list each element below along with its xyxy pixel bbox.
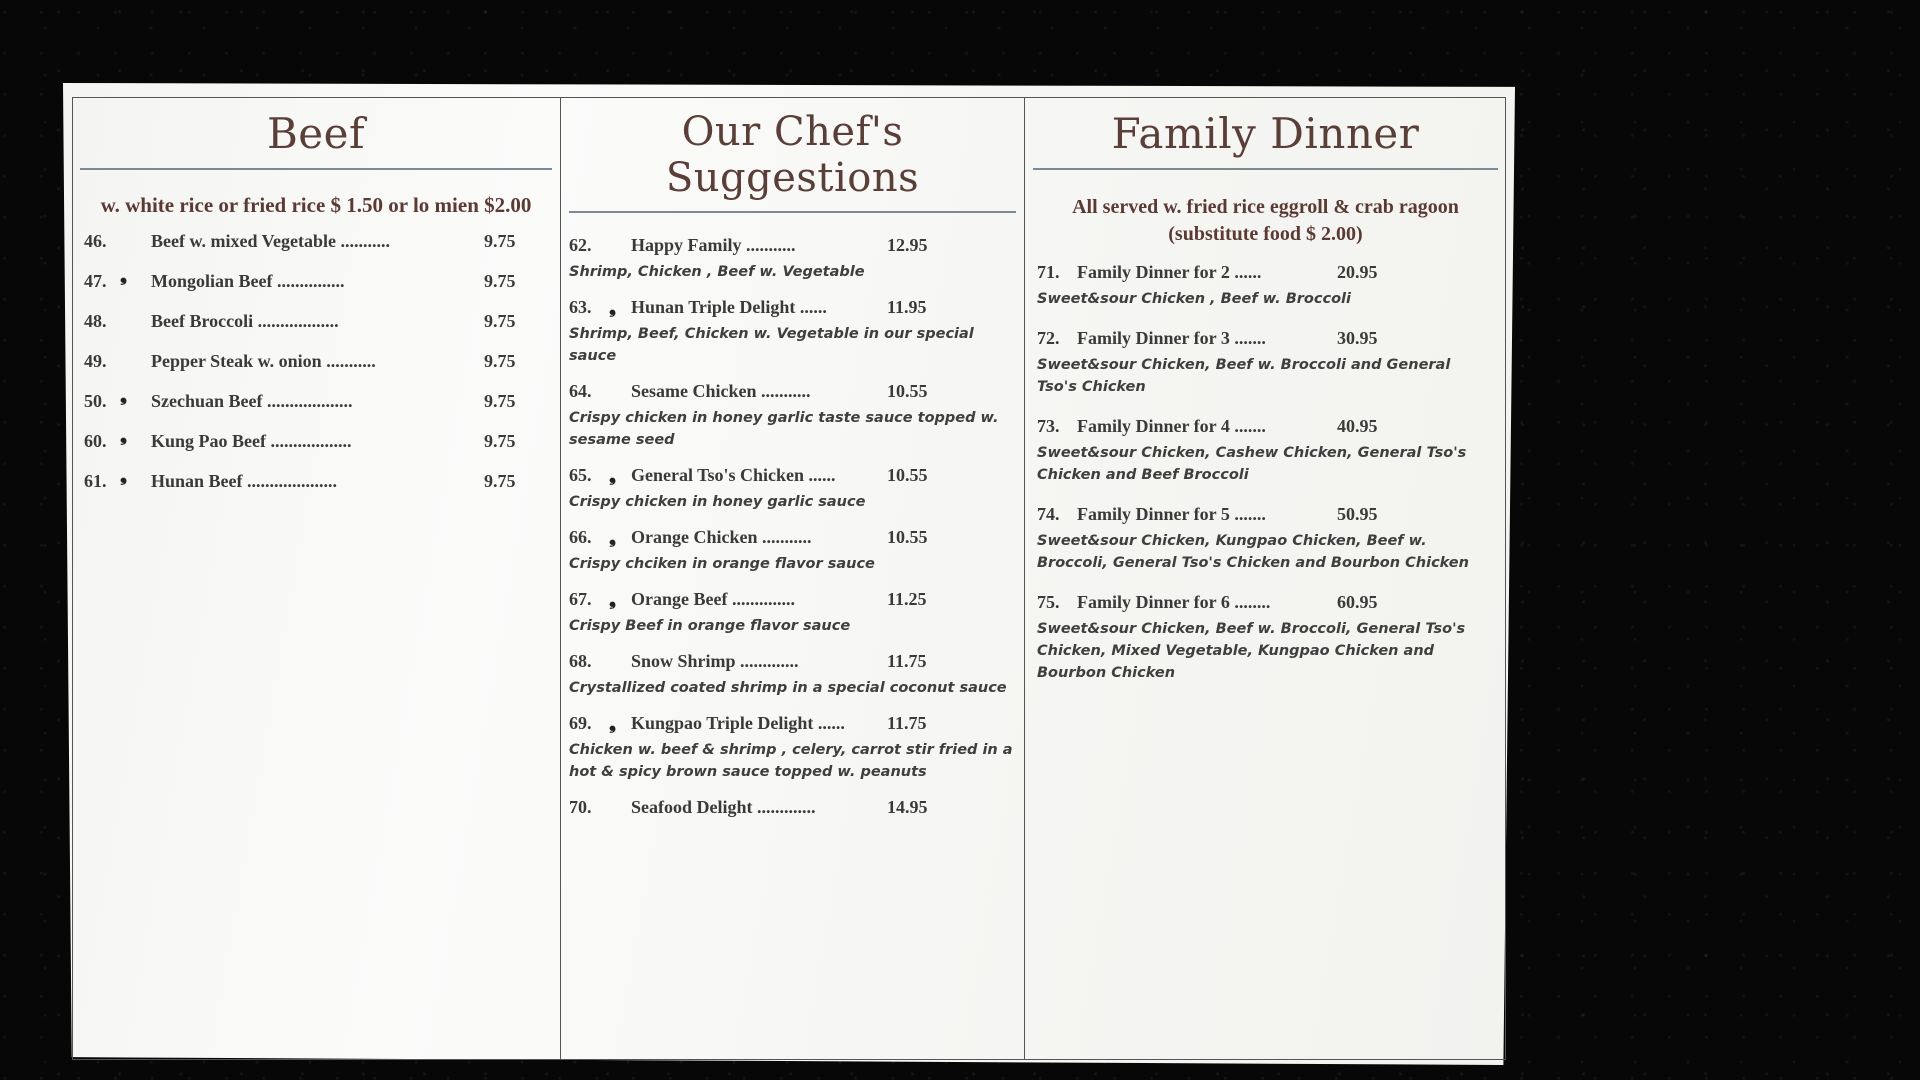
item-row [1037, 328, 1496, 354]
item-name: Pepper Steak w. onion ........... [151, 351, 376, 371]
chef-title: Our Chef's Suggestions [569, 109, 1016, 213]
menu-item [84, 425, 560, 465]
item-price: 9.75 [484, 311, 516, 331]
item-price: 30.95 [1337, 328, 1378, 348]
item-price: 9.75 [484, 231, 516, 251]
item-price: 10.55 [887, 527, 928, 547]
menu-item [569, 527, 1024, 575]
menu-item [569, 797, 1024, 823]
item-description: Shrimp, Chicken , Beef w. Vegetable [569, 264, 865, 280]
item-description: Crispy chicken in honey garlic sauce [569, 494, 866, 510]
item-name: Seafood Delight ............. [631, 797, 816, 817]
beef-panel [72, 97, 560, 1060]
item-name: Family Dinner for 5 ....... [1077, 504, 1266, 524]
item-name: Hunan Triple Delight ...... [631, 297, 827, 317]
item-number: 63. [569, 297, 592, 317]
item-number: 49. [84, 351, 107, 371]
item-row [569, 297, 1024, 323]
menu-item [569, 589, 1024, 637]
item-number: 74. [1037, 504, 1060, 524]
item-number: 60. [84, 431, 107, 451]
item-name: Szechuan Beef ................... [151, 391, 353, 411]
spicy-pepper-icon: ❟ [609, 465, 617, 485]
menu-item [84, 225, 560, 265]
item-name: Orange Chicken ........... [631, 527, 812, 547]
item-price: 10.55 [887, 465, 928, 485]
spicy-pepper-icon: ❟ [120, 385, 128, 405]
item-name: Kungpao Triple Delight ...... [631, 713, 845, 733]
menu-item [84, 265, 560, 305]
item-name: General Tso's Chicken ...... [631, 465, 836, 485]
menu-item [84, 385, 560, 425]
item-row [1037, 416, 1496, 442]
menu-item [569, 381, 1024, 451]
menu-item [1037, 592, 1496, 684]
menu-item [1037, 262, 1496, 310]
item-row [569, 381, 1024, 407]
item-name: Snow Shrimp ............. [631, 651, 799, 671]
menu-item [1037, 328, 1496, 398]
item-name: Orange Beef .............. [631, 589, 795, 609]
item-price: 11.75 [887, 713, 927, 733]
item-name: Kung Pao Beef .................. [151, 431, 352, 451]
item-number: 66. [569, 527, 592, 547]
spicy-pepper-icon: ❟ [120, 265, 128, 285]
family-list [1025, 262, 1506, 684]
spicy-pepper-icon: ❟ [120, 465, 128, 485]
item-number: 64. [569, 381, 592, 401]
item-number: 50. [84, 391, 107, 411]
item-number: 75. [1037, 592, 1060, 612]
spicy-pepper-icon: ❟ [609, 527, 617, 547]
item-price: 14.95 [887, 797, 928, 817]
item-number: 62. [569, 235, 592, 255]
item-description: Sweet&sour Chicken, Cashew Chicken, General Tso's Chicken and Beef Broccoli [1037, 445, 1467, 483]
beef-list [72, 225, 560, 505]
menu-item [84, 305, 560, 345]
item-row [569, 235, 1024, 261]
menu-item [569, 465, 1024, 513]
menu-item [569, 713, 1024, 783]
menu-item [84, 345, 560, 385]
item-name: Hunan Beef .................... [151, 471, 338, 491]
chef-panel [560, 97, 1024, 1060]
item-name: Family Dinner for 6 ........ [1077, 592, 1271, 612]
item-name: Family Dinner for 4 ....... [1077, 416, 1266, 436]
chef-list [561, 235, 1024, 823]
item-row [1037, 262, 1496, 288]
item-row [569, 713, 1024, 739]
menu-item [1037, 504, 1496, 574]
item-name: Family Dinner for 3 ....... [1077, 328, 1266, 348]
item-description: Crispy chicken in honey garlic taste sauce topped w. sesame seed [569, 410, 999, 448]
menu-item [569, 297, 1024, 367]
item-row [569, 589, 1024, 615]
item-description: Sweet&sour Chicken , Beef w. Broccoli [1037, 291, 1351, 307]
item-description: Crispy chciken in orange flavor sauce [569, 556, 875, 572]
spicy-pepper-icon: ❟ [120, 425, 128, 445]
item-number: 67. [569, 589, 592, 609]
item-number: 72. [1037, 328, 1060, 348]
item-name: Sesame Chicken ........... [631, 381, 811, 401]
item-description: Sweet&sour Chicken, Beef w. Broccoli and General Tso's Chicken [1037, 357, 1451, 395]
item-price: 9.75 [484, 471, 516, 491]
item-number: 65. [569, 465, 592, 485]
beef-subtitle: w. white rice or fried rice $ 1.50 or lo mien $2.00 [100, 193, 532, 217]
family-panel [1024, 97, 1506, 1060]
item-name: Happy Family ........... [631, 235, 796, 255]
item-description: Chicken w. beef & shrimp , celery, carrot stir fried in a hot & spicy brown sauce topped w. peanuts [569, 742, 1013, 780]
menu-item [84, 465, 560, 505]
item-price: 10.55 [887, 381, 928, 401]
item-name: Beef Broccoli .................. [151, 311, 339, 331]
item-price: 12.95 [887, 235, 928, 255]
item-description: Sweet&sour Chicken, Kungpao Chicken, Beef w. Broccoli, General Tso's Chicken and Bourbon Chicken [1037, 533, 1469, 571]
item-number: 61. [84, 471, 107, 491]
item-price: 50.95 [1337, 504, 1378, 524]
item-price: 60.95 [1337, 592, 1378, 612]
beef-title: Beef [80, 109, 552, 170]
item-row [1037, 504, 1496, 530]
menu-item [1037, 416, 1496, 486]
item-number: 69. [569, 713, 592, 733]
item-price: 40.95 [1337, 416, 1378, 436]
item-number: 46. [84, 231, 107, 251]
item-number: 73. [1037, 416, 1060, 436]
spicy-pepper-icon: ❟ [609, 297, 617, 317]
item-name: Mongolian Beef ............... [151, 271, 345, 291]
item-name: Beef w. mixed Vegetable ........... [151, 231, 390, 251]
item-row [569, 651, 1024, 677]
item-price: 11.25 [887, 589, 927, 609]
item-number: 48. [84, 311, 107, 331]
item-price: 9.75 [484, 351, 516, 371]
item-row [1037, 592, 1496, 618]
item-price: 11.75 [887, 651, 927, 671]
item-description: Crispy Beef in orange flavor sauce [569, 618, 851, 634]
item-description: Crystallized coated shrimp in a special coconut sauce [569, 680, 1007, 696]
item-description: Shrimp, Beef, Chicken w. Vegetable in our special sauce [569, 326, 974, 364]
item-price: 9.75 [484, 431, 516, 451]
item-row [569, 465, 1024, 491]
family-title: Family Dinner [1033, 109, 1498, 170]
item-number: 71. [1037, 262, 1060, 282]
item-row [569, 797, 1024, 823]
item-price: 9.75 [484, 271, 516, 291]
menu-item [569, 651, 1024, 699]
item-price: 20.95 [1337, 262, 1378, 282]
item-number: 70. [569, 797, 592, 817]
menu-item [569, 235, 1024, 283]
item-price: 11.95 [887, 297, 927, 317]
family-subtitle: All served w. fried rice eggroll & crab ragoon (substitute food $ 2.00) [1072, 196, 1459, 245]
spicy-pepper-icon: ❟ [609, 713, 617, 733]
item-number: 47. [84, 271, 107, 291]
item-row [569, 527, 1024, 553]
item-description: Sweet&sour Chicken, Beef w. Broccoli, General Tso's Chicken, Mixed Vegetable, Kungpao Chicken and Bourbon Chicken [1037, 621, 1466, 681]
item-number: 68. [569, 651, 592, 671]
item-price: 9.75 [484, 391, 516, 411]
spicy-pepper-icon: ❟ [609, 589, 617, 609]
item-name: Family Dinner for 2 ...... [1077, 262, 1262, 282]
